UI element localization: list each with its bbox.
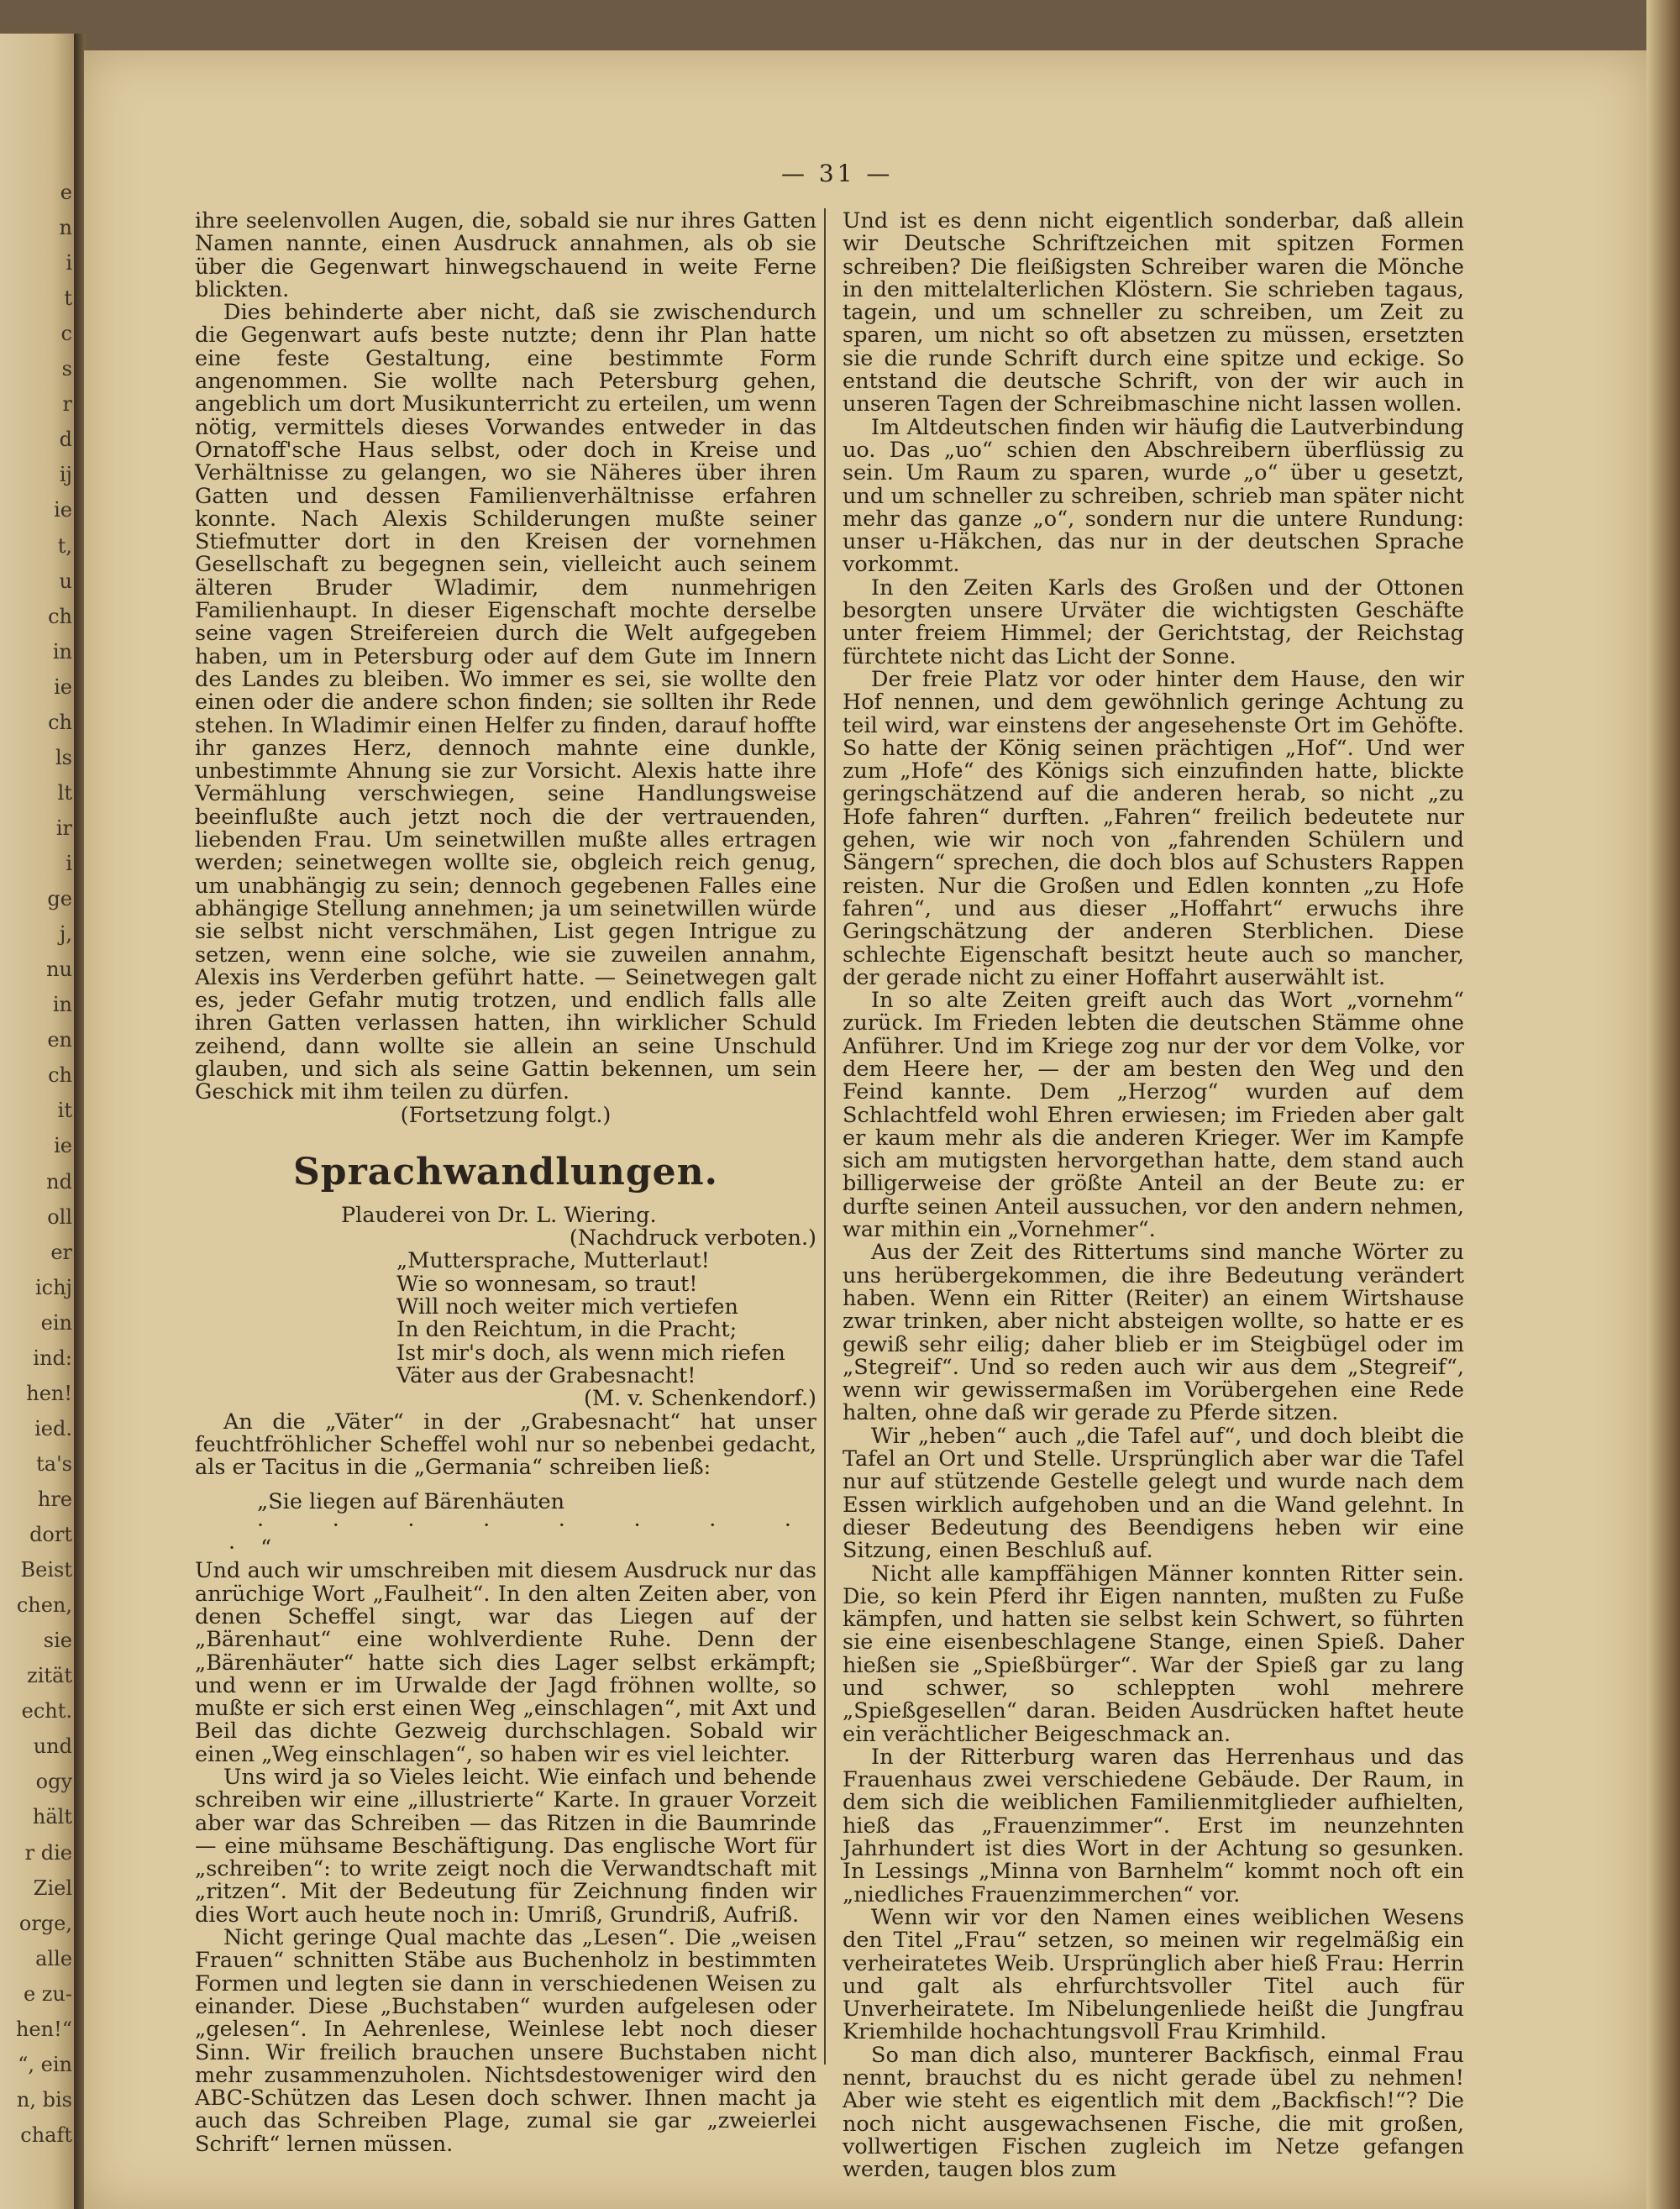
paragraph: Uns wird ja so Vieles leicht. Wie einfach und behende schreiben wir eine „illustrierte“ Karte. In grauer Vorzeit aber war das Schreiben — das Ritzen in die Baumrinde — eine mühsame Beschäftigung. Das englische Wort für „schreiben“: to write zeigt noch die Verwandtschaft mit „ritzen“. Mit der Bedeutung für Zeichnung finden wir dies Wort auch heute noch in: Umriß, Grundriß, Aufriß. [195,1765,816,1928]
article-title: Sprachwandlungen. [293,1150,718,1194]
paragraph: So man dich also, munterer Backfisch, einmal Frau nennt, brauchst du es nicht gerade übel zu nehmen! Aber wie steht es eigentlich mit dem „Backfisch!“? Die noch nicht ausgewachsenen Fische, die mit großen, vollwertigen Fischen zugleich im Netze gefangen werden, taugen blos zum [843,2042,1464,2183]
poem-line: Wie so wonnesam, so traut! [396,1271,698,1297]
byline: Plauderei von Dr. L. Wiering. [341,1202,657,1228]
paragraph: Im Altdeutschen finden wir häufig die Lautverbindung uo. Das „uo“ schien den Abschreibern überflüssig zu sein. Um Raum zu sparen, wurde „o“ über u gesetzt, und um schneller zu schreiben, schrieb man später nicht mehr das ganze „o“, sondern nur die untere Rundung: unser u-Häkchen, das nur in der deutschen Sprache vorkommt. [843,414,1464,578]
facing-page-fragment: in [52,639,72,664]
facing-page-fragment: oll [47,1204,72,1229]
poem-line: In den Reichtum, in die Pracht; [396,1317,738,1343]
paragraph: Und ist es denn nicht eigentlich sonderbar, daß allein wir Deutsche Schriftzeichen mit spitzen Formen schreiben? Die fleißigsten Schreiber waren die Mönche in den mittelalterlichen Klöstern. Sie schrieben tagaus, tagein, und um schneller zu schreiben, um Zeit zu sparen, um nicht so oft absetzen zu müssen, ersetzten sie die runde Schrift durch eine spitze und eckige. So entstand die deutsche Schrift, von der wir auch in unseren Tagen der Schreibmaschine nicht lassen wollen. [843,208,1464,417]
facing-page-fragment: u [59,569,72,593]
facing-page-fragment: sie [43,1629,72,1653]
quote-line: „Sie liegen auf Bärenhäuten [257,1489,565,1515]
facing-page-fragment: ir [55,816,72,840]
right-column [843,210,1464,2182]
facing-page-fragment: “, ein [18,2052,72,2076]
facing-page-fragment: alle [35,1946,72,1970]
facing-page-fragment: in [52,993,72,1017]
facing-page-fragment: r [62,392,72,417]
paragraph: Der freie Platz vor oder hinter dem Hause, den wir Hof nennen, und dem gewöhnlich geringe Achtung zu teil wird, war einstens der angesehenste Ort im Gehöfte. So hatte der König seinen prächtigen „Hof“. Und wer zum „Hofe“ des Königs sich einzufinden hatte, blickte geringschätzend auf die anderen herab, so nicht „zu Hofe fahren“ durften. „Fahren“ freilich bedeutete nur gehen, wie wir noch von „fahrenden Schülern und Sängern“ sprechen, die doch blos auf Schusters Rappen reisten. Nur die Großen und Edlen konnten „zu Hofe fahren“, und aus dieser „Hoffahrt“ erwuchs ihre Geringschätzung der anderen Sterblichen. Diese schlechte Eigenschaft besitzt heute auch so mancher, der gerade nicht zu einer Hoffahrt auserwählt ist. [843,666,1464,990]
paragraph: Nicht alle kampffähigen Männer konnten Ritter sein. Die, so kein Pferd ihr Eigen nannten, mußten zu Fuße kämpfen, und hatten sie selbst kein Schwert, so führten sie eine eisenbeschlagene Stange, einen Spieß. Daher hießen sie „Spießbürger“. War der Spieß gar zu lang und schwer, so schleppten wohl mehrere „Spießgesellen“ daran. Beiden Ausdrücken haftet heute ein verächtlicher Beigeschmack an. [843,1561,1464,1747]
facing-page-fragment: er [50,1240,72,1264]
facing-page-fragment: ta's [36,1451,72,1476]
facing-page-fragment: hen!“ [15,2017,72,2041]
paragraph: In den Zeiten Karls des Großen und der Ottonen besorgten unsere Urväter die wichtigsten Geschäfte unter freiem Himmel; der Gerichtstag, der Reichstag fürchtete nicht das Licht der Sonne. [843,575,1464,669]
left-column [195,210,816,2156]
facing-page-fragment: nd [46,1169,72,1194]
paragraph: An die „Väter“ in der „Grabesnacht“ hat unser feuchtfröhlicher Scheffel wohl nur so nebenbei gedacht, als er Tacitus in die „Germania“ schreiben ließ: [195,1409,816,1481]
facing-page-fragment: lt [57,780,72,805]
continuation-note: (Fortsetzung folgt.) [400,1102,612,1128]
facing-page-fragment: j, [59,922,72,947]
facing-page-fragment: hen! [26,1381,72,1405]
facing-page-fragment: chen, [16,1593,72,1618]
right-page-edge [1646,0,1680,2209]
reprint-notice: (Nachdruck verboten.) [569,1225,816,1251]
paragraph: Aus der Zeit des Rittertums sind manche Wörter zu uns herübergekommen, die ihre Bedeutung verändert haben. Wenn ein Ritter (Reiter) an einem Wirtshause zwar trinken, aber nicht absteigen wollte, so hatte er es gewiß sehr eilig; daher blieb er im Steigbügel oder im „Stegreif“. Und so reden auch wir aus dem „Stegreif“, wenn wir gewissermaßen im Vorübergehen eine Rede halten, ohne daß wir gerade zu Pferde sitzen. [843,1240,1464,1426]
facing-page-fragment: d [59,428,72,452]
paragraph: In der Ritterburg waren das Herrenhaus und das Frauenhaus zwei verschiedene Gebäude. Der Raum, in dem sich die weiblichen Familienmitglieder aufhielten, hieß das „Frauenzimmer“. Erst im neunzehnten Jahrhundert ist dies Wort in der Achtung so gesunken. In Lessings „Minna von Barnhelm“ kommt noch oft ein „niedliches Frauenzimmerchen“ vor. [843,1744,1464,1907]
facing-page-fragment: orge, [18,1911,72,1935]
facing-page-fragment: ied. [34,1416,72,1440]
facing-page-fragment: zität [27,1664,72,1688]
facing-page-fragment: und [33,1734,72,1759]
facing-page-fragment: en [47,1028,72,1052]
facing-page-fragment: hre [37,1487,72,1511]
paragraph: Wir „heben“ auch „die Tafel auf“, und doch bleibt die Tafel an Ort und Stelle. Ursprünglich aber war die Tafel nur auf stützende Gestelle gelegt und wurde nach dem Essen wirklich aufgehoben und an die Wand gelehnt. In dieser Bedeutung des Beendigens heben wir eine Sitzung, einen Beschluß auf. [843,1423,1464,1564]
facing-page-fragment: r die [24,1840,72,1865]
facing-page-fragment: ge [47,887,72,911]
poem-line: Ist mir's doch, als wenn mich riefen [396,1340,785,1366]
facing-page-fragment: nu [46,958,72,982]
facing-page-fragment: ogy [35,1770,72,1794]
epigraph-poem [195,1250,816,1410]
facing-page-fragment: ch [48,710,72,734]
facing-page-fragment: Ziel [33,1876,72,1900]
facing-page-fragment: hält [32,1805,72,1829]
facing-page-fragment: e [60,181,72,204]
quote-ellipsis: · · · · · · · · ·“ [228,1512,816,1561]
facing-page-fragment: t, [57,533,72,558]
column-divider [824,208,826,2065]
facing-page-fragment: ichj [34,1275,72,1299]
paragraph: Nicht geringe Qual machte das „Lesen“. Die „weisen Frauen“ schnitten Stäbe aus Buchenholz in bestimmten Formen und legten sie dann in verschiedenen Weisen zu einander. Diese „Buchstaben“ wurden aufgelesen oder „gelesen“. In Aehrenlese, Weinlese lebt noch dieser Sinn. Wir freilich brauchen unsere Buchstaben nicht mehr zusammenzuholen. Nichtsdestoweniger wird den ABC-Schützen das Lesen doch schwer. Ihnen macht ja auch das Schreiben Plage, zumal sie gar „zweierlei Schrift“ lernen müssen. [195,1925,816,2157]
page-number: — 31 — [781,160,894,187]
facing-page-fragment: ie [54,674,72,699]
facing-page-fragment: Beist [20,1558,72,1582]
facing-page-fragment: ind: [33,1346,72,1370]
facing-page-fragment: i [66,852,72,876]
facing-page-fragment: ls [55,745,72,769]
poem-line: Väter aus der Grabesnacht! [396,1362,696,1388]
paragraph: Und auch wir umschreiben mit diesem Ausdruck nur das anrüchige Wort „Faulheit“. In den alten Zeiten aber, von denen Scheffel singt, war das Liegen auf der „Bärenhaut“ eine wohlverdiente Ruhe. Denn der „Bärenhäuter“ hatte sich dies Lager selbst erkämpft; und wenn er im Urwalde der Jagd fröhnen wollte, so mußte er sich erst einen Weg „einschlagen“, mit Axt und Beil das dichte Gezweig durchschlagen. Sobald wir einen „Weg einschlagen“, so haben wir es viel leichter. [195,1558,816,1767]
poem-line: „Muttersprache, Mutterlaut! [396,1248,710,1274]
facing-page-fragment: ch [48,1063,72,1088]
poem-attribution: (M. v. Schenkendorf.) [584,1386,816,1412]
paragraph: Wenn wir vor den Namen eines weiblichen Wesens den Titel „Frau“ setzen, so meinen wir regelmäßig ein verheiratetes Weib. Ursprünglich aber hieß Frau: Herrin und galt als ehrfurchtsvoller Titel auch für Unverheiratete. Im Nibelungenliede heißt die Jungfrau Kriemhilde hochachtungsvoll Frau Krimhild. [843,1904,1464,2045]
facing-page-fragment: s [61,357,72,381]
facing-page-fragment: c [60,322,72,346]
paragraph: In so alte Zeiten greift auch das Wort „vornehm“ zurück. Im Frieden lebten die deutschen Stämme ohne Anführer. Und im Kriege zog nur der vor dem Volke, vor dem Heere her, — der am besten den Weg und den Feind kannte. Dem „Herzog“ wurden auf dem Schlachtfeld wohl Ehren erwiesen; im Frieden aber galt er kaum mehr als die anderen Krieger. Wer im Kampfe sich am mutigsten hervorgethan hatte, dem stand auch billigerweise der größte Anteil an der Beute zu: er durfte seinen Anteil aussuchen, vor den andern nehmen, war mithin ein „Vornehmer“. [843,988,1464,1243]
facing-page-fragment: chaft [20,2122,72,2147]
paragraph: Dies behinderte aber nicht, daß sie zwischendurch die Gegenwart aufs beste nutzte; denn ihr Plan hatte eine feste Gestaltung, eine bestimmte Form angenommen. Sie wollte nach Petersburg gehen, angeblich um dort Musikunterricht zu erteilen, um wenn nötig, vermittels dieses Vorwandes entweder in das Ornatoff'sche Haus selbst, oder doch in Kreise und Verhältnisse zu gelangen, wo sie Näheres über ihren Gatten und dessen Familienverhältnisse erfahren konnte. Nach Alexis Schilderungen mußte seiner Stiefmutter dort in den Kreisen der vornehmen Gesellschaft zu begegnen sein, vielleicht auch seinem älteren Bruder Wladimir, dem nunmehrigen Familienhaupt. In dieser Eigenschaft mochte derselbe seine vagen Streifereien durch die Welt aufgegeben haben, um in Petersburg oder auf dem Gute im Innern des Landes zu bleiben. Wo immer es sei, sie wollte den einen oder die andere schon finden; sie sollten ihr Rede stehen. In Wladimir einen Helfer zu finden, darauf hoffte ihr ganzes Herz, dennoch mahnte eine dunkle, unbestimmte Ahnung sie zur Vorsicht. Alexis hatte ihre Vermählung verschwiegen, seine Handlungsweise beeinflußte auch jetzt noch die der vertrauenden, liebenden Frau. Um seinetwillen mußte alles ertragen werden; seinetwegen wollte sie, obgleich reich genug, um unabhängig zu sein; dennoch gegebenen Falles eine abhängige Stellung annehmen; ja um seinetwillen würde sie selbst nicht verschmähen, List gegen Intrigue zu setzen, wenn eine solche, wie sie zuweilen annahm, Alexis ins Verderben geführt hatte. — Seinetwegen galt es, jeder Gefahr mutig trotzen, und endlich falls alle ihren Gatten verlassen hatten, ihn wirklicher Schuld zeihend, dann wollte sie allein an seine Unschuld glauben, und sich als seine Gattin bekennen, um sein Geschick mit ihm teilen zu dürfen. [195,300,816,1105]
facing-page-fragment: ein [40,1310,72,1335]
facing-page-fragment: t [64,286,72,311]
paragraph: ihre seelenvollen Augen, die, sobald sie nur ihres Gatten Namen nannte, einen Ausdruck annahmen, als ob sie über die Gegenwart hinwegschauend in weite Ferne blickten. [195,208,816,302]
facing-page-fragment: n [59,216,72,240]
facing-page-fragment: ie [54,1134,72,1158]
facing-page-fragment: e zu- [23,1981,72,2006]
facing-page-fragment: it [57,1099,72,1123]
facing-page-fragment: ij [59,463,72,487]
facing-page-fragment: i [66,251,72,275]
facing-page-fragment: ie [54,498,72,522]
facing-page-fragment: ch [48,604,72,628]
facing-page-fragment: n, bis [16,2087,72,2112]
facing-page-fragment: echt. [21,1699,72,1724]
poem-line: Will noch weiter mich vertiefen [396,1294,738,1320]
facing-page-fragment: dort [29,1523,72,1547]
left-page-edge [0,34,76,2209]
